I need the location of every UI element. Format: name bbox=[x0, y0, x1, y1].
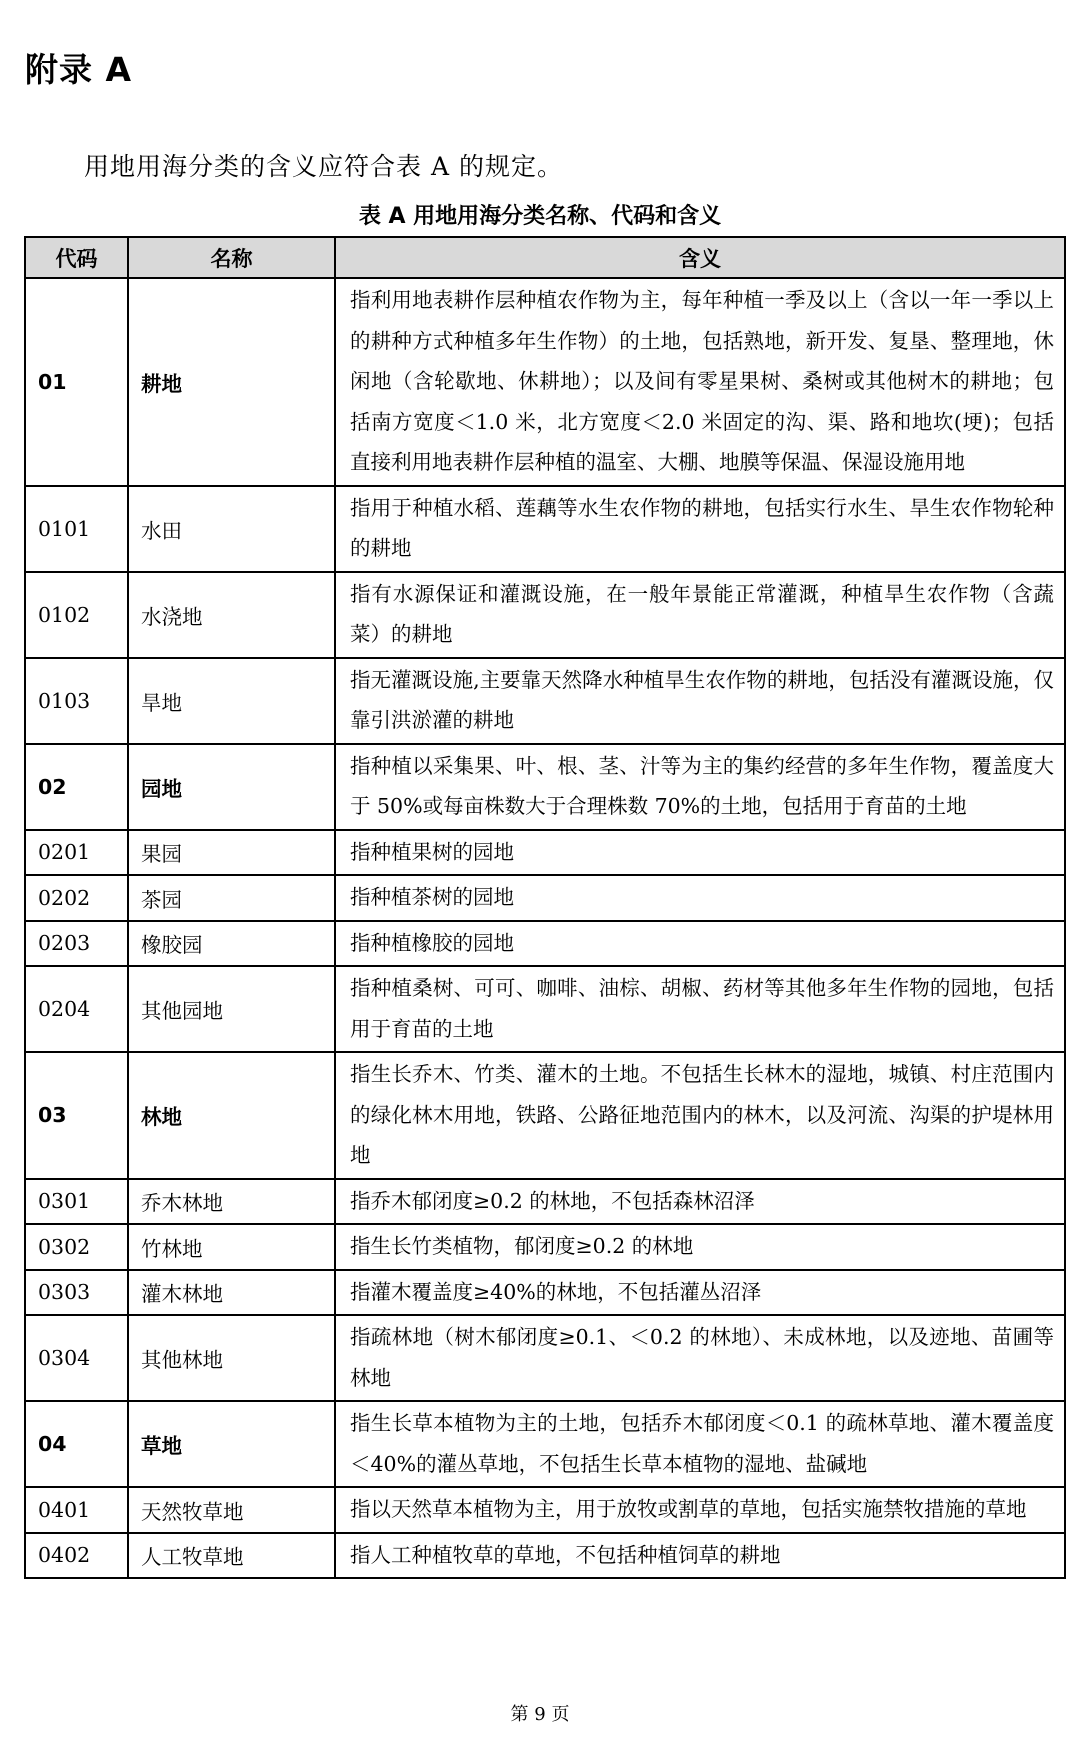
name-cell: 橡胶园 bbox=[128, 921, 335, 967]
table-row bbox=[25, 658, 1065, 744]
name-cell: 茶园 bbox=[128, 875, 335, 921]
code-cell: 01 bbox=[25, 278, 128, 486]
name-cell: 园地 bbox=[128, 744, 335, 830]
table-row bbox=[25, 1179, 1065, 1225]
table-row bbox=[25, 1401, 1065, 1487]
name-cell: 竹林地 bbox=[128, 1224, 335, 1270]
code-cell: 0203 bbox=[25, 921, 128, 967]
desc-cell: 指灌木覆盖度≥40%的林地，不包括灌丛沼泽 bbox=[335, 1270, 1065, 1316]
name-cell: 水田 bbox=[128, 486, 335, 572]
code-cell: 0204 bbox=[25, 966, 128, 1052]
code-cell: 02 bbox=[25, 744, 128, 830]
table-row bbox=[25, 1533, 1065, 1579]
header-name: 名称 bbox=[128, 237, 335, 278]
desc-cell: 指种植果树的园地 bbox=[335, 830, 1065, 876]
desc-cell: 指人工种植牧草的草地，不包括种植饲草的耕地 bbox=[335, 1533, 1065, 1579]
code-cell: 04 bbox=[25, 1401, 128, 1487]
name-cell: 乔木林地 bbox=[128, 1179, 335, 1225]
name-cell: 其他林地 bbox=[128, 1315, 335, 1401]
table-row bbox=[25, 1224, 1065, 1270]
desc-cell: 指种植以采集果、叶、根、茎、汁等为主的集约经营的多年生作物，覆盖度大于 50%或每亩株数大于合理株数 70%的土地，包括用于育苗的土地 bbox=[335, 744, 1065, 830]
name-cell: 旱地 bbox=[128, 658, 335, 744]
header-desc: 含义 bbox=[335, 237, 1065, 278]
name-cell: 水浇地 bbox=[128, 572, 335, 658]
code-cell: 0402 bbox=[25, 1533, 128, 1579]
desc-cell: 指生长乔木、竹类、灌木的土地。不包括生长林木的湿地，城镇、村庄范围内的绿化林木用地，铁路、公路征地范围内的林木，以及河流、沟渠的护堤林用地 bbox=[335, 1052, 1065, 1179]
page-number: 第 9 页 bbox=[510, 1704, 570, 1725]
desc-cell: 指以天然草本植物为主，用于放牧或割草的草地，包括实施禁牧措施的草地 bbox=[335, 1487, 1065, 1533]
desc-cell: 指乔木郁闭度≥0.2 的林地，不包括森林沼泽 bbox=[335, 1179, 1065, 1225]
desc-cell: 指生长草本植物为主的土地，包括乔木郁闭度＜0.1 的疏林草地、灌木覆盖度＜40%的灌丛草地，不包括生长草本植物的湿地、盐碱地 bbox=[335, 1401, 1065, 1487]
desc-cell: 指无灌溉设施,主要靠天然降水种植旱生农作物的耕地，包括没有灌溉设施，仅靠引洪淤灌的耕地 bbox=[335, 658, 1065, 744]
table-header-row bbox=[25, 237, 1065, 278]
table-row bbox=[25, 1270, 1065, 1316]
code-cell: 0202 bbox=[25, 875, 128, 921]
land-use-classification-table bbox=[24, 236, 1066, 1579]
table-row bbox=[25, 1052, 1065, 1179]
desc-cell: 指利用地表耕作层种植农作物为主，每年种植一季及以上（含以一年一季以上的耕种方式种植多年生作物）的土地，包括熟地，新开发、复垦、整理地，休闲地（含轮歇地、休耕地）；以及间有零星果树、桑树或其他树木的耕地；包括南方宽度＜1.0 米，北方宽度＜2.0 米固定的沟、渠、路和地坎(埂)；包括直接利用地表耕作层种植的温室、大棚、地膜等保温、保湿设施用地 bbox=[335, 278, 1065, 486]
desc-cell: 指疏林地（树木郁闭度≥0.1、＜0.2 的林地）、未成林地，以及迹地、苗圃等林地 bbox=[335, 1315, 1065, 1401]
name-cell: 天然牧草地 bbox=[128, 1487, 335, 1533]
code-cell: 0103 bbox=[25, 658, 128, 744]
table-row bbox=[25, 1315, 1065, 1401]
code-cell: 0302 bbox=[25, 1224, 128, 1270]
code-cell: 0101 bbox=[25, 486, 128, 572]
name-cell: 林地 bbox=[128, 1052, 335, 1179]
code-cell: 0301 bbox=[25, 1179, 128, 1225]
desc-cell: 指种植橡胶的园地 bbox=[335, 921, 1065, 967]
table-caption: 表 A 用地用海分类名称、代码和含义 bbox=[358, 204, 722, 229]
desc-cell: 指生长竹类植物，郁闭度≥0.2 的林地 bbox=[335, 1224, 1065, 1270]
table-row bbox=[25, 1487, 1065, 1533]
code-cell: 0303 bbox=[25, 1270, 128, 1316]
code-cell: 0102 bbox=[25, 572, 128, 658]
appendix-title: 附录 A bbox=[25, 50, 133, 89]
table-row bbox=[25, 486, 1065, 572]
table-row bbox=[25, 875, 1065, 921]
name-cell: 果园 bbox=[128, 830, 335, 876]
name-cell: 人工牧草地 bbox=[128, 1533, 335, 1579]
desc-cell: 指有水源保证和灌溉设施，在一般年景能正常灌溉，种植旱生农作物（含蔬菜）的耕地 bbox=[335, 572, 1065, 658]
table-body bbox=[25, 278, 1065, 1578]
table-row bbox=[25, 744, 1065, 830]
name-cell: 耕地 bbox=[128, 278, 335, 486]
table-row bbox=[25, 966, 1065, 1052]
desc-cell: 指种植桑树、可可、咖啡、油棕、胡椒、药材等其他多年生作物的园地，包括用于育苗的土地 bbox=[335, 966, 1065, 1052]
table-row bbox=[25, 830, 1065, 876]
table-row bbox=[25, 278, 1065, 486]
desc-cell: 指用于种植水稻、莲藕等水生农作物的耕地，包括实行水生、旱生农作物轮种的耕地 bbox=[335, 486, 1065, 572]
name-cell: 其他园地 bbox=[128, 966, 335, 1052]
code-cell: 0401 bbox=[25, 1487, 128, 1533]
code-cell: 03 bbox=[25, 1052, 128, 1179]
header-code: 代码 bbox=[25, 237, 128, 278]
table-row bbox=[25, 921, 1065, 967]
desc-cell: 指种植茶树的园地 bbox=[335, 875, 1065, 921]
intro-paragraph: 用地用海分类的含义应符合表 A 的规定。 bbox=[84, 152, 563, 181]
name-cell: 草地 bbox=[128, 1401, 335, 1487]
code-cell: 0201 bbox=[25, 830, 128, 876]
table-row bbox=[25, 572, 1065, 658]
name-cell: 灌木林地 bbox=[128, 1270, 335, 1316]
code-cell: 0304 bbox=[25, 1315, 128, 1401]
